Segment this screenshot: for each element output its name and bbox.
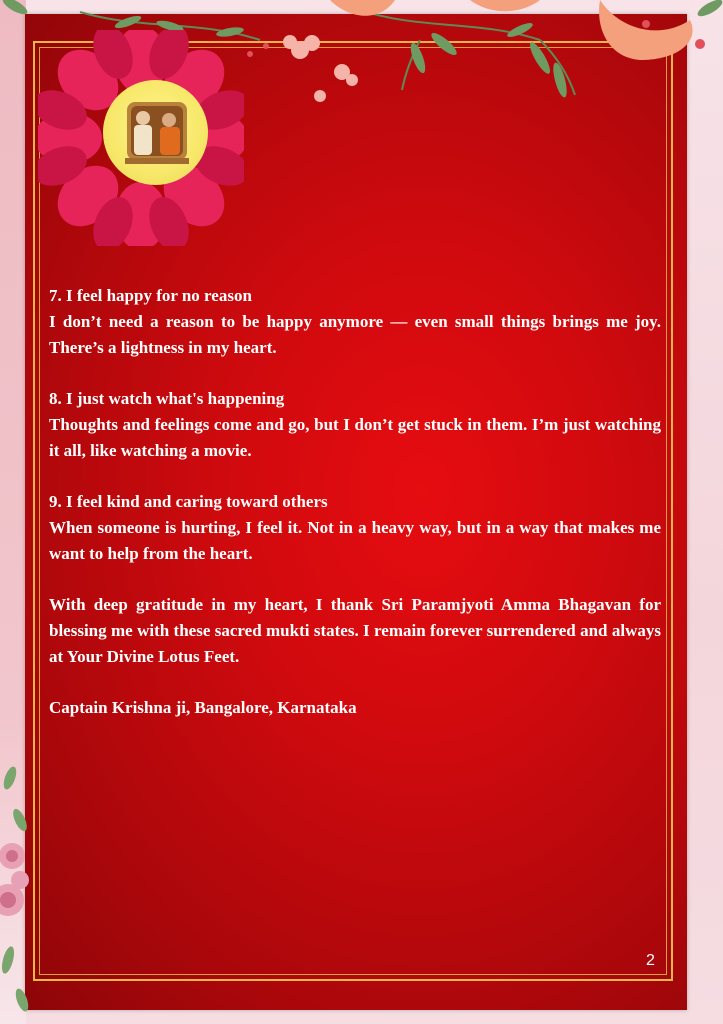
item-title: 9. I feel kind and caring toward others [49,492,328,511]
list-item [49,489,661,567]
item-title: 8. I just watch what's happening [49,389,285,408]
item-body: I don’t need a reason to be happy anymore — even small things brings me joy. There’s a lightness in my heart. [49,312,661,357]
list-item [49,386,661,464]
list-item [49,283,661,361]
item-body: When someone is hurting, I feel it. Not in a heavy way, but in a way that makes me want to help from the heart. [49,518,661,563]
item-title: 7. I feel happy for no reason [49,286,252,305]
signature: Captain Krishna ji, Bangalore, Karnataka [49,698,357,717]
closing-paragraph: With deep gratitude in my heart, I thank Sri Paramjyoti Amma Bhagavan for blessing me with these sacred mukti states. I remain forever surrendered and always at Your Divine Lotus Feet. [49,595,661,666]
rose-cluster-icon [0,760,40,1024]
photo-badge [103,80,208,185]
item-body: Thoughts and feelings come and go, but I don’t get stuck in them. I’m just watching it all, like watching a movie. [49,415,661,460]
page-number: 2 [646,952,655,969]
letter-body [49,283,661,721]
seated-figures-icon [103,80,208,185]
